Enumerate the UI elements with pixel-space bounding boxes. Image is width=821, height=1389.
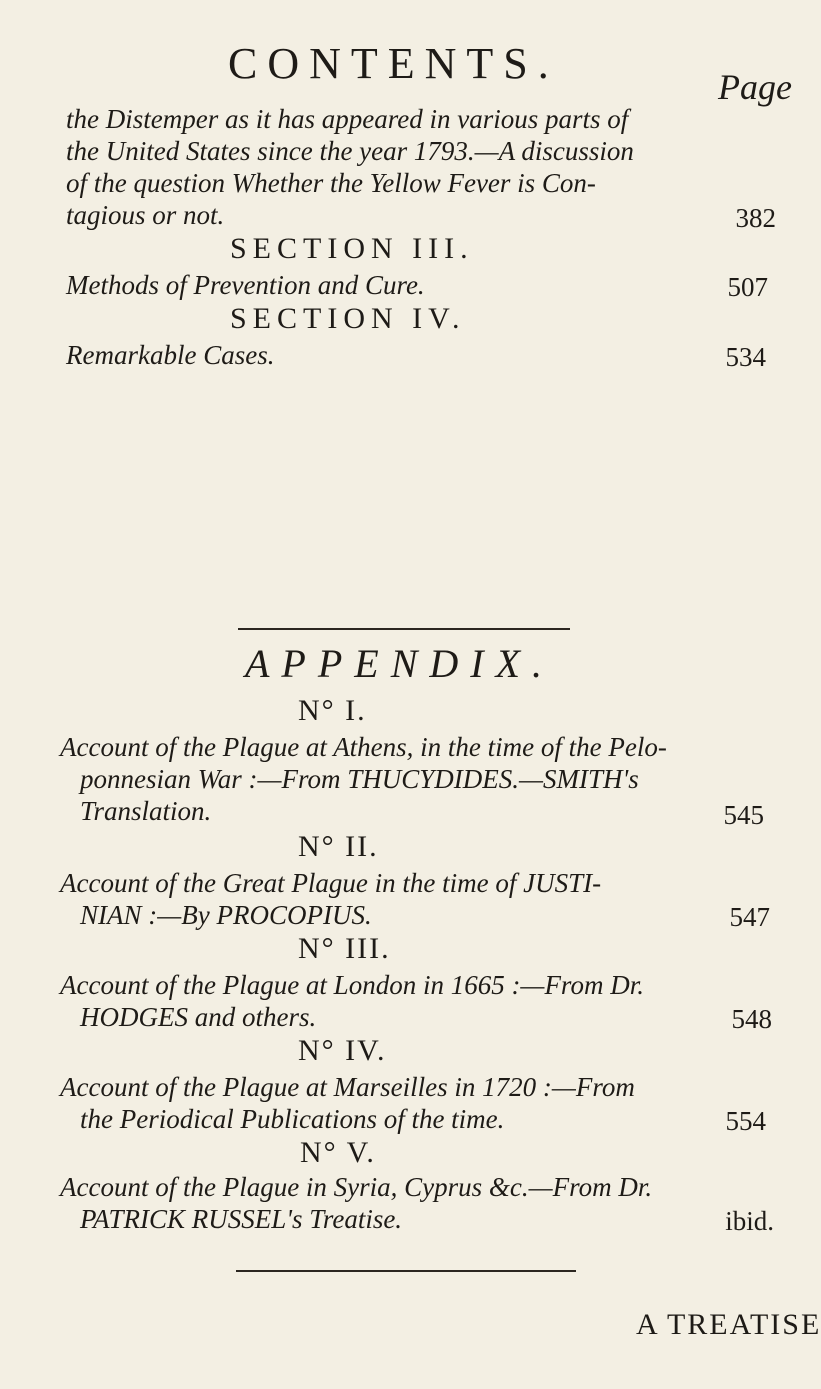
entry-line: tagious or not. <box>66 200 225 230</box>
entry-line: the Distemper as it has appeared in various parts of <box>66 104 629 134</box>
entry-line: of the question Whether the Yellow Fever is Con- <box>66 168 596 198</box>
entry-line: Translation. <box>80 796 212 826</box>
appendix-number: N° IV. <box>298 1034 387 1067</box>
entry-line: the Periodical Publications of the time. <box>80 1104 505 1134</box>
catchword: A TREATISE <box>636 1308 821 1341</box>
page-number: ibid. <box>725 1206 774 1236</box>
entry-line: NIAN :—By PROCOPIUS. <box>80 900 372 930</box>
entry-line: Remarkable Cases. <box>66 340 275 370</box>
appendix-number: N° V. <box>300 1136 376 1169</box>
page-number: 534 <box>725 342 766 372</box>
page-number: 545 <box>723 800 764 830</box>
page-number: 547 <box>729 902 770 932</box>
appendix-number: N° I. <box>298 694 367 727</box>
entry-line: PATRICK RUSSEL's Treatise. <box>80 1204 403 1234</box>
page-title: CONTENTS. <box>228 39 559 88</box>
appendix-number: N° II. <box>298 830 379 863</box>
divider-rule <box>238 628 570 630</box>
page-column-label: Page <box>718 67 792 107</box>
divider-rule <box>236 1270 576 1272</box>
page-number: 382 <box>735 203 776 233</box>
entry-line: HODGES and others. <box>80 1002 317 1032</box>
entry-line: Account of the Plague at London in 1665 :—From Dr. <box>60 970 644 1000</box>
section-heading: SECTION III. <box>230 232 474 265</box>
entry-line: Account of the Plague in Syria, Cyprus &c.—From Dr. <box>60 1172 653 1202</box>
page-number: 548 <box>731 1004 772 1034</box>
appendix-number: N° III. <box>298 932 391 965</box>
entry-line: ponnesian War :—From THUCYDIDES.—SMITH's <box>80 764 639 794</box>
section-heading: SECTION IV. <box>230 302 466 335</box>
entry-line: Account of the Plague at Athens, in the time of the Pelo- <box>60 732 667 762</box>
appendix-heading: APPENDIX. <box>245 641 555 686</box>
page-number: 554 <box>725 1106 766 1136</box>
entry-line: Methods of Prevention and Cure. <box>66 270 425 300</box>
entry-line: Account of the Great Plague in the time of JUSTI- <box>60 868 602 898</box>
entry-line: Account of the Plague at Marseilles in 1720 :—From <box>60 1072 635 1102</box>
entry-line: the United States since the year 1793.—A discussion <box>66 136 634 166</box>
page-number: 507 <box>727 272 768 302</box>
